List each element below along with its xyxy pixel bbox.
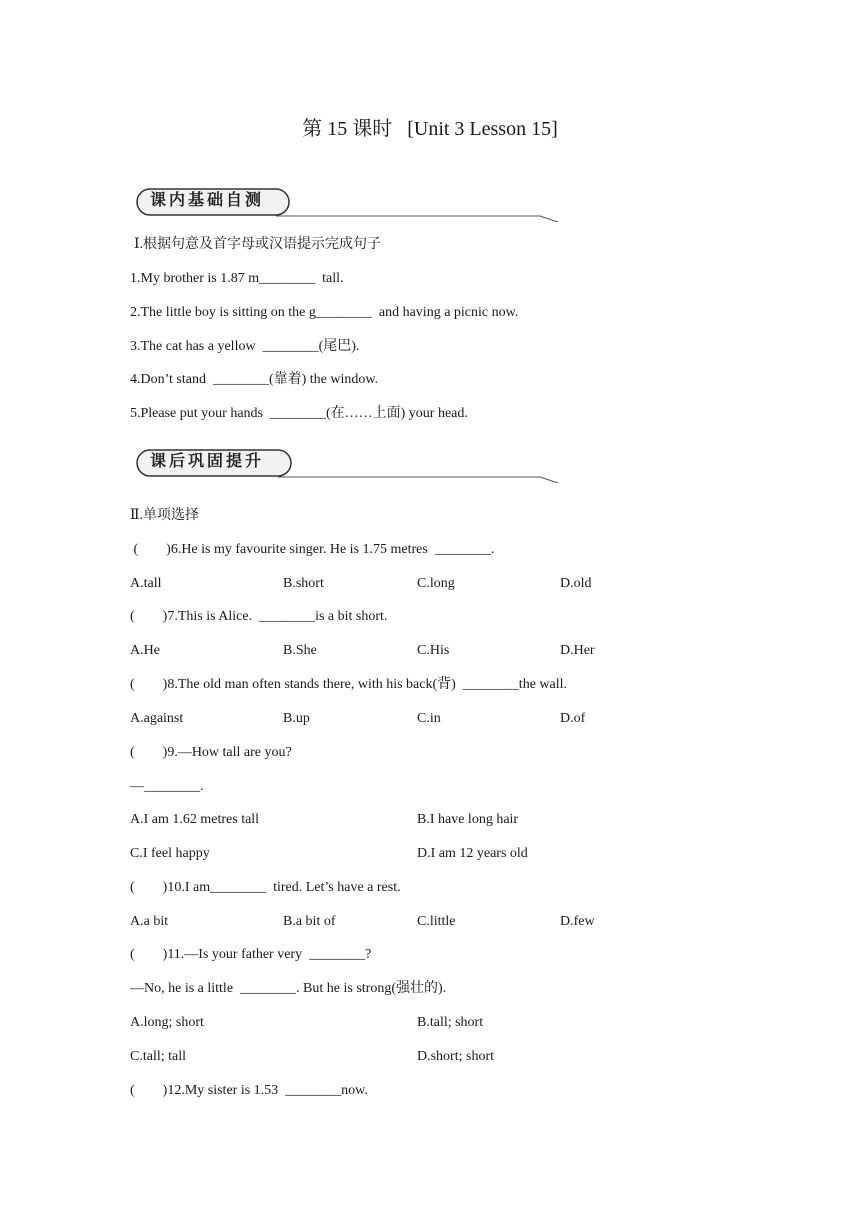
option-a: A.long; short <box>130 1015 204 1030</box>
option-a: A.against <box>130 711 184 726</box>
banner-label: 课内基础自测 <box>150 190 265 209</box>
banner-label: 课后巩固提升 <box>150 451 265 470</box>
option-d: D.short; short <box>417 1049 494 1064</box>
question-7: ( )7.This is Alice. ________is a bit short. <box>130 609 388 624</box>
option-a: A.a bit <box>130 914 169 929</box>
option-b: B.up <box>283 711 310 726</box>
option-b: B.I have long hair <box>417 812 519 827</box>
option-b: B.short <box>283 576 324 591</box>
option-b: B.She <box>283 643 317 658</box>
option-d: D.few <box>560 914 595 929</box>
option-a: A.I am 1.62 metres tall <box>130 812 260 827</box>
section-banner-after-class <box>136 447 566 483</box>
question-12: ( )12.My sister is 1.53 ________now. <box>130 1083 368 1098</box>
list-item: 3.The cat has a yellow ________(尾巴). <box>130 339 360 354</box>
option-d: D.Her <box>560 643 595 658</box>
list-item: 1.My brother is 1.87 m________ tall. <box>130 271 344 286</box>
section-2-heading: Ⅱ.单项选择 <box>130 508 200 523</box>
option-b: B.a bit of <box>283 914 336 929</box>
list-item: 2.The little boy is sitting on the g________ and having a picnic now. <box>130 305 519 320</box>
question-8: ( )8.The old man often stands there, with his back(背) ________the wall. <box>130 677 568 692</box>
question-9: ( )9.—How tall are you? <box>130 745 292 760</box>
question-11: ( )11.—Is your father very ________? <box>130 947 372 962</box>
page-title: 第 15 课时 [Unit 3 Lesson 15] <box>302 118 558 140</box>
question-9-reply: —________. <box>130 779 204 794</box>
section-1-heading: Ⅰ.根据句意及首字母或汉语提示完成句子 <box>134 237 382 252</box>
option-b: B.tall; short <box>417 1015 484 1030</box>
question-6: ( )6.He is my favourite singer. He is 1.75 metres ________. <box>130 542 495 557</box>
option-c: C.long <box>417 576 455 591</box>
option-c: C.tall; tall <box>130 1049 186 1064</box>
option-c: C.in <box>417 711 441 726</box>
option-d: D.I am 12 years old <box>417 846 528 861</box>
option-d: D.old <box>560 576 592 591</box>
question-10: ( )10.I am________ tired. Let’s have a rest. <box>130 880 401 895</box>
option-c: C.His <box>417 643 450 658</box>
option-d: D.of <box>560 711 586 726</box>
list-item: 5.Please put your hands ________(在……上面) your head. <box>130 406 468 421</box>
option-c: C.I feel happy <box>130 846 210 861</box>
option-a: A.He <box>130 643 160 658</box>
option-a: A.tall <box>130 576 162 591</box>
section-banner-in-class <box>136 186 566 222</box>
list-item: 4.Don’t stand ________(靠着) the window. <box>130 372 379 387</box>
option-c: C.little <box>417 914 456 929</box>
question-11-reply: —No, he is a little ________. But he is strong(强壮的). <box>130 981 447 996</box>
